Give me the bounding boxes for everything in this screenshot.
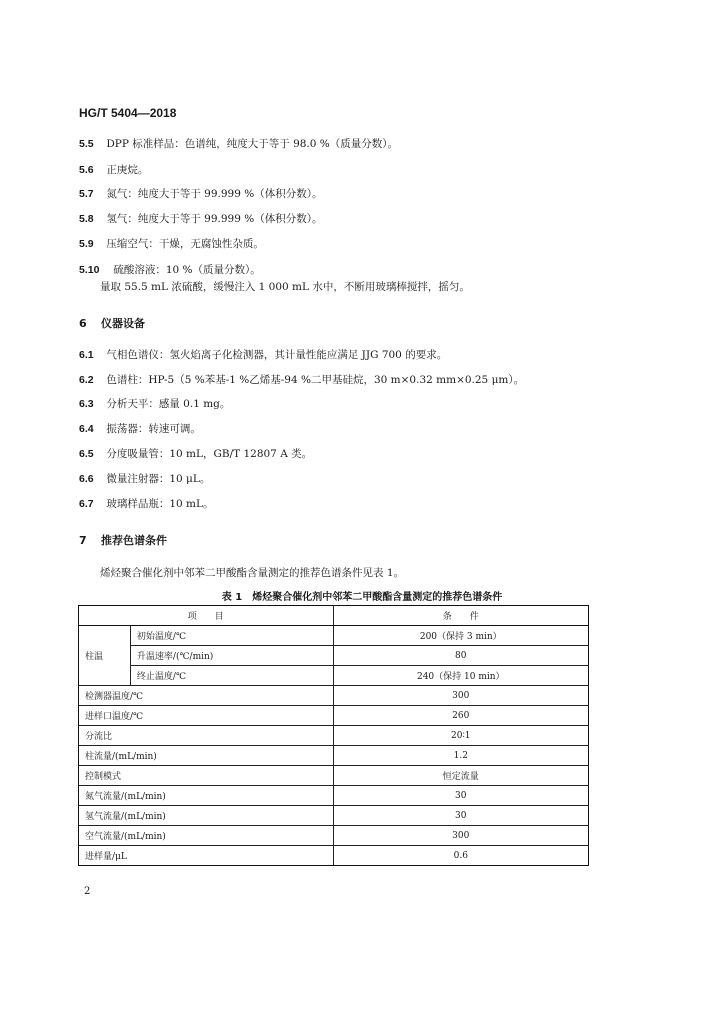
clause-number: 5.7 xyxy=(79,188,94,200)
row-label: 空气流量/(mL/min) xyxy=(79,826,334,846)
header-condition: 条 件 xyxy=(333,606,588,626)
clause-number: 6.5 xyxy=(79,448,94,460)
table-row xyxy=(79,686,589,706)
chromatographic-conditions-table xyxy=(78,605,589,866)
row-value: 30 xyxy=(333,806,588,826)
clause-text: DPP 标准样品：色谱纯，纯度大于等于 98.0 %（质量分数）。 xyxy=(106,138,399,150)
table-row xyxy=(79,766,589,786)
clause-text: 分析天平：感量 0.1 mg。 xyxy=(106,398,231,410)
clause-6-5 xyxy=(79,447,312,461)
clause-6-6 xyxy=(79,472,210,486)
clause-text: 微量注射器：10 μL。 xyxy=(106,473,211,485)
clause-number: 5.9 xyxy=(79,238,94,250)
clause-text: 正庚烷。 xyxy=(106,164,149,176)
row-label: 升温速率/(℃/min) xyxy=(130,646,333,666)
table-row xyxy=(79,806,589,826)
row-label: 柱流量/(mL/min) xyxy=(79,746,334,766)
clause-6-7 xyxy=(79,497,213,511)
clause-number: 6.4 xyxy=(79,423,94,435)
table-row xyxy=(79,626,589,646)
row-value: 300 xyxy=(333,686,588,706)
table-row xyxy=(79,826,589,846)
clause-number: 5.6 xyxy=(79,164,94,176)
section-number: 6 xyxy=(79,317,87,330)
clause-number: 5.5 xyxy=(79,138,94,150)
clause-5-5 xyxy=(79,137,398,151)
section-title: 推荐色谱条件 xyxy=(101,534,167,547)
clause-number: 5.8 xyxy=(79,213,94,225)
row-value: 200（保持 3 min） xyxy=(333,626,588,646)
row-label: 控制模式 xyxy=(79,766,334,786)
clause-5-10-continuation: 量取 55.5 mL 浓硫酸，缓慢注入 1 000 mL 水中，不断用玻璃棒搅拌，摇匀。 xyxy=(100,281,470,293)
row-value: 0.6 xyxy=(333,846,588,866)
table-header-row xyxy=(79,606,589,626)
clause-number: 6.7 xyxy=(79,498,94,510)
table-row xyxy=(79,706,589,726)
row-label: 初始温度/℃ xyxy=(130,626,333,646)
row-value: 20∶1 xyxy=(333,726,588,746)
standard-code: HG/T 5404—2018 xyxy=(79,106,177,120)
section-number: 7 xyxy=(79,534,87,547)
row-label: 进样口温度/℃ xyxy=(79,706,334,726)
clause-text: 硫酸溶液：10 %（质量分数）。 xyxy=(113,264,261,276)
clause-5-10 xyxy=(79,263,261,277)
clause-number: 5.10 xyxy=(79,264,100,276)
page-number: 2 xyxy=(84,886,91,897)
clause-6-4 xyxy=(79,422,201,436)
row-value: 30 xyxy=(333,786,588,806)
row-label: 检测器温度/℃ xyxy=(79,686,334,706)
table-row xyxy=(79,846,589,866)
clause-text: 氢气：纯度大于等于 99.999 %（体积分数）。 xyxy=(106,213,323,225)
clause-number: 6.2 xyxy=(79,374,94,386)
table-row xyxy=(79,786,589,806)
clause-text: 色谱柱：HP-5（5 %苯基-1 %乙烯基-94 %二甲基硅烷，30 m×0.32 mm×0.25 μm）。 xyxy=(106,374,525,386)
clause-5-8 xyxy=(79,212,323,226)
clause-text: 振荡器：转速可调。 xyxy=(106,423,201,435)
section-7-paragraph: 烯烃聚合催化剂中邻苯二甲酸酯含量测定的推荐色谱条件见表 1。 xyxy=(100,567,405,579)
clause-text: 氮气：纯度大于等于 99.999 %（体积分数）。 xyxy=(106,188,323,200)
clause-text: 压缩空气：干燥，无腐蚀性杂质。 xyxy=(106,238,264,250)
row-value: 恒定流量 xyxy=(333,766,588,786)
clause-5-9 xyxy=(79,237,264,251)
clause-number: 6.6 xyxy=(79,473,94,485)
row-label: 分流比 xyxy=(79,726,334,746)
section-7-heading xyxy=(79,532,167,548)
table-row xyxy=(79,646,589,666)
row-value: 240（保持 10 min） xyxy=(333,666,588,686)
row-value: 1.2 xyxy=(333,746,588,766)
row-value: 80 xyxy=(333,646,588,666)
table-caption: 表 1 烯烃聚合催化剂中邻苯二甲酸酯含量测定的推荐色谱条件 xyxy=(221,592,503,603)
row-value: 300 xyxy=(333,826,588,846)
header-item: 项 目 xyxy=(79,606,334,626)
clause-5-7 xyxy=(79,187,323,201)
table-row xyxy=(79,666,589,686)
row-value: 260 xyxy=(333,706,588,726)
clause-6-3 xyxy=(79,397,230,411)
column-temp-group-label: 柱温 xyxy=(79,626,131,686)
clause-number: 6.1 xyxy=(79,349,94,361)
table-row xyxy=(79,746,589,766)
clause-6-2 xyxy=(79,373,524,387)
clause-text: 分度吸量管：10 mL，GB/T 12807 A 类。 xyxy=(106,448,313,460)
clause-text: 气相色谱仪：氢火焰离子化检测器，其计量性能应满足 JJG 700 的要求。 xyxy=(106,349,448,361)
clause-6-1 xyxy=(79,348,447,362)
section-6-heading xyxy=(79,315,145,331)
clause-text: 玻璃样品瓶：10 mL。 xyxy=(106,498,214,510)
clause-5-6 xyxy=(79,163,148,177)
row-label: 进样量/μL xyxy=(79,846,334,866)
clause-number: 6.3 xyxy=(79,398,94,410)
row-label: 终止温度/℃ xyxy=(130,666,333,686)
table-row xyxy=(79,726,589,746)
section-title: 仪器设备 xyxy=(101,317,145,330)
row-label: 氮气流量/(mL/min) xyxy=(79,786,334,806)
row-label: 氢气流量/(mL/min) xyxy=(79,806,334,826)
